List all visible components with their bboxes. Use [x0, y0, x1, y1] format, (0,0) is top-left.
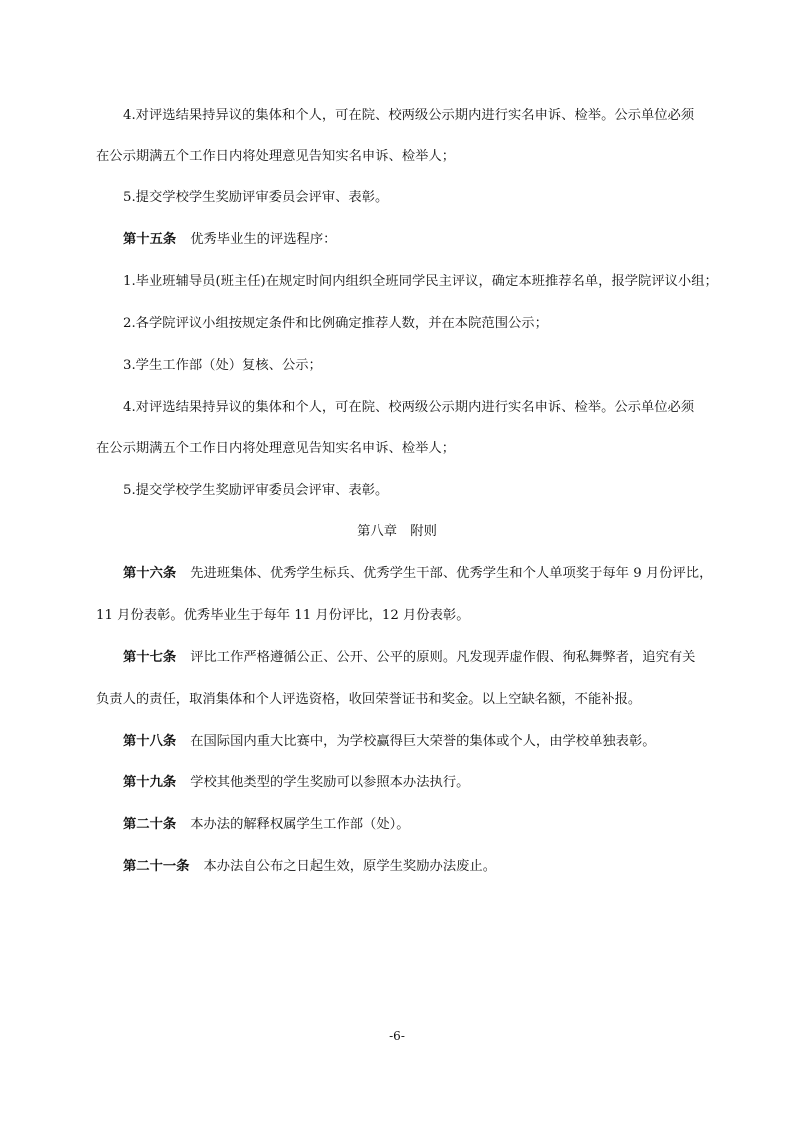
- article-text: 本办法的解释权属学生工作部（处）。: [190, 817, 410, 832]
- article-text: 学校其他类型的学生奖励可以参照本办法执行。: [190, 775, 470, 790]
- paragraph-line: 2.各学院评议小组按规定条件和比例确定推荐人数，并在本院范围公示；: [123, 316, 548, 331]
- paragraph-line: 负责人的责任，取消集体和个人评选资格，收回荣誉证书和奖金。以上空缺名额，不能补报。: [96, 692, 642, 707]
- article-15: [0, 230, 794, 250]
- paragraph-line: 4.对评选结果持异议的集体和个人，可在院、校两级公示期内进行实名申诉、检举。公示单位必须: [123, 108, 695, 123]
- chapter-title: 第八章 附则: [357, 524, 437, 539]
- article-heading: 第十六条: [123, 566, 177, 581]
- article-heading: 第二十一条: [123, 859, 190, 874]
- article-20: [0, 815, 794, 835]
- article-17: [0, 648, 794, 668]
- article-heading: 第二十条: [123, 817, 177, 832]
- paragraph-line: 11 月份表彰。优秀毕业生于每年 11 月份评比，12 月份表彰。: [96, 608, 470, 623]
- paragraph-line: 5.提交学校学生奖励评审委员会评审、表彰。: [123, 190, 389, 205]
- paragraph-line: 1.毕业班辅导员(班主任)在规定时间内组织全班同学民主评议，确定本班推荐名单，报学院评议小组；: [123, 274, 718, 289]
- article-text: 评比工作严格遵循公正、公开、公平的原则。凡发现弄虚作假、徇私舞弊者，追究有关: [190, 650, 696, 665]
- article-heading: 第十五条: [123, 232, 177, 247]
- paragraph-line: 5.提交学校学生奖励评审委员会评审、表彰。: [123, 483, 389, 498]
- paragraph-line: 在公示期满五个工作日内将处理意见告知实名申诉、检举人；: [96, 149, 456, 164]
- article-heading: 第十八条: [123, 734, 177, 749]
- article-18: [0, 732, 794, 752]
- article-19: [0, 773, 794, 793]
- article-text: 在国际国内重大比赛中，为学校赢得巨大荣誉的集体或个人，由学校单独表彰。: [190, 734, 656, 749]
- article-21: [0, 857, 794, 877]
- article-heading: 第十七条: [123, 650, 177, 665]
- article-16: [0, 564, 794, 584]
- page-number: -6-: [389, 1029, 405, 1043]
- article-text: 优秀毕业生的评选程序：: [190, 232, 337, 247]
- article-heading: 第十九条: [123, 775, 177, 790]
- paragraph-line: 4.对评选结果持异议的集体和个人，可在院、校两级公示期内进行实名申诉、检举。公示单位必须: [123, 400, 695, 415]
- paragraph-line: 3.学生工作部（处）复核、公示；: [123, 358, 322, 373]
- paragraph-line: 在公示期满五个工作日内将处理意见告知实名申诉、检举人；: [96, 441, 456, 456]
- article-text: 本办法自公布之日起生效，原学生奖励办法废止。: [203, 859, 497, 874]
- article-text: 先进班集体、优秀学生标兵、优秀学生干部、优秀学生和个人单项奖于每年 9 月份评比，: [190, 566, 713, 581]
